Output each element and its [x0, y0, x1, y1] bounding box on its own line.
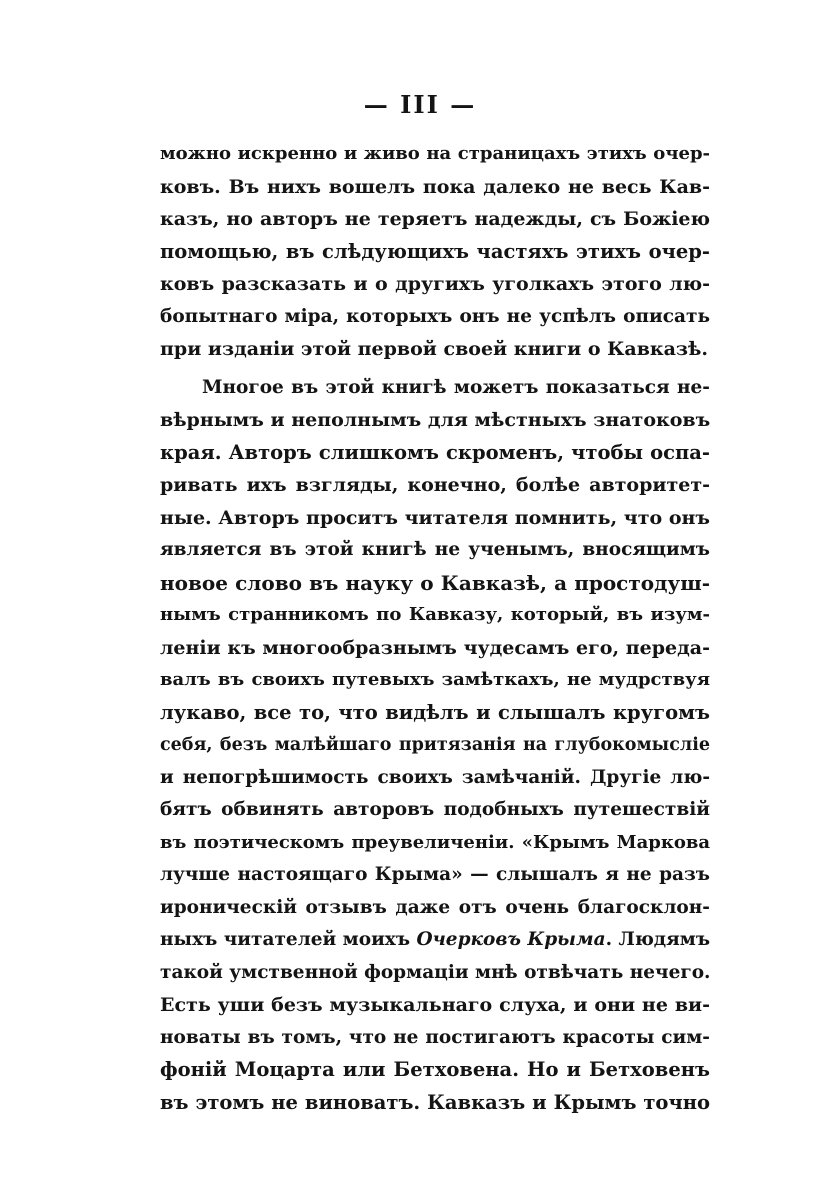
text-line: новое слово въ науку о Кавказѣ, а простодуш- — [160, 570, 710, 595]
text-line: ироническій отзывъ даже отъ очень благосклон- — [160, 896, 710, 918]
book-title-italic: Очерковъ Крыма — [416, 929, 606, 950]
text-line: ривать ихъ взгляды, конечно, болѣе авторитет- — [160, 474, 710, 496]
text-line: вѣрнымъ и неполнымъ для мѣстныхъ знатоковъ — [160, 409, 710, 431]
text-segment: ныхъ читателей моихъ — [160, 929, 417, 950]
page-number: — III — — [363, 90, 477, 119]
text-line: себя, безъ малѣйшаго притязанія на глубокомысліе — [160, 735, 710, 755]
text-line: новаты въ томъ, что не постигаютъ красоты сим- — [160, 1026, 710, 1048]
text-line: помощью, въ слѣдующихъ частяхъ этихъ очер- — [160, 239, 710, 263]
paragraph-1 — [160, 138, 710, 366]
text-line: лукаво, все то, что видѣлъ и слышалъ кругомъ — [160, 700, 710, 724]
text-line: Многое въ этой книгѣ можетъ показаться не- — [202, 376, 710, 398]
text-line: и непогрѣшимость своихъ замѣчаній. Другіе лю- — [160, 766, 710, 788]
text-line: при изданіи этой первой своей книги о Кавказѣ. — [160, 338, 709, 360]
paragraph-2 — [160, 372, 710, 1120]
text-line: является въ этой книгѣ не ученымъ, вносящимъ — [160, 539, 710, 560]
text-line: можно искренно и живо на страницахъ этихъ очер- — [160, 143, 710, 164]
text-line: бятъ обвинять авторовъ подобныхъ путешествій — [160, 799, 710, 820]
text-line: фоній Моцарта или Бетховена. Но и Бетховенъ — [160, 1058, 710, 1081]
text-line: ковъ разсказать и о другихъ уголкахъ этого лю- — [160, 273, 710, 295]
text-line: края. Авторъ слишкомъ скроменъ, чтобы оспа- — [160, 440, 710, 464]
text-line-with-italic — [160, 924, 710, 957]
text-line: въ поэтическомъ преувеличеніи. «Крымъ Маркова — [160, 831, 710, 853]
text-line: нымъ странникомъ по Кавказу, который, въ изум- — [160, 604, 710, 625]
text-line: ковъ. Въ нихъ вошелъ пока далеко не весь Кав- — [160, 175, 710, 198]
text-line: Есть уши безъ музыкальнаго слуха, и они не ви- — [160, 994, 710, 1016]
text-line: такой умственной формаціи мнѣ отвѣчать нечего. — [160, 961, 710, 983]
text-line: бопытнаго міра, которыхъ онъ не успѣлъ описать — [160, 305, 710, 327]
text-line: валъ въ своихъ путевыхъ замѣткахъ, не мудрствуя — [160, 669, 710, 690]
text-line: лучше настоящаго Крыма» — слышалъ я не разъ — [160, 864, 710, 885]
text-line: казъ, но авторъ не теряетъ надежды, съ Божіею — [160, 208, 710, 230]
text-line: въ этомъ не виноватъ. Кавказъ и Крымъ точно — [160, 1090, 710, 1114]
text-line: ные. Авторъ проситъ читателя помнить, что онъ — [160, 506, 710, 529]
text-line: леніи къ многообразнымъ чудесамъ его, переда- — [160, 636, 710, 659]
body-text — [160, 138, 710, 1119]
text-segment: . Людямъ — [605, 929, 710, 950]
